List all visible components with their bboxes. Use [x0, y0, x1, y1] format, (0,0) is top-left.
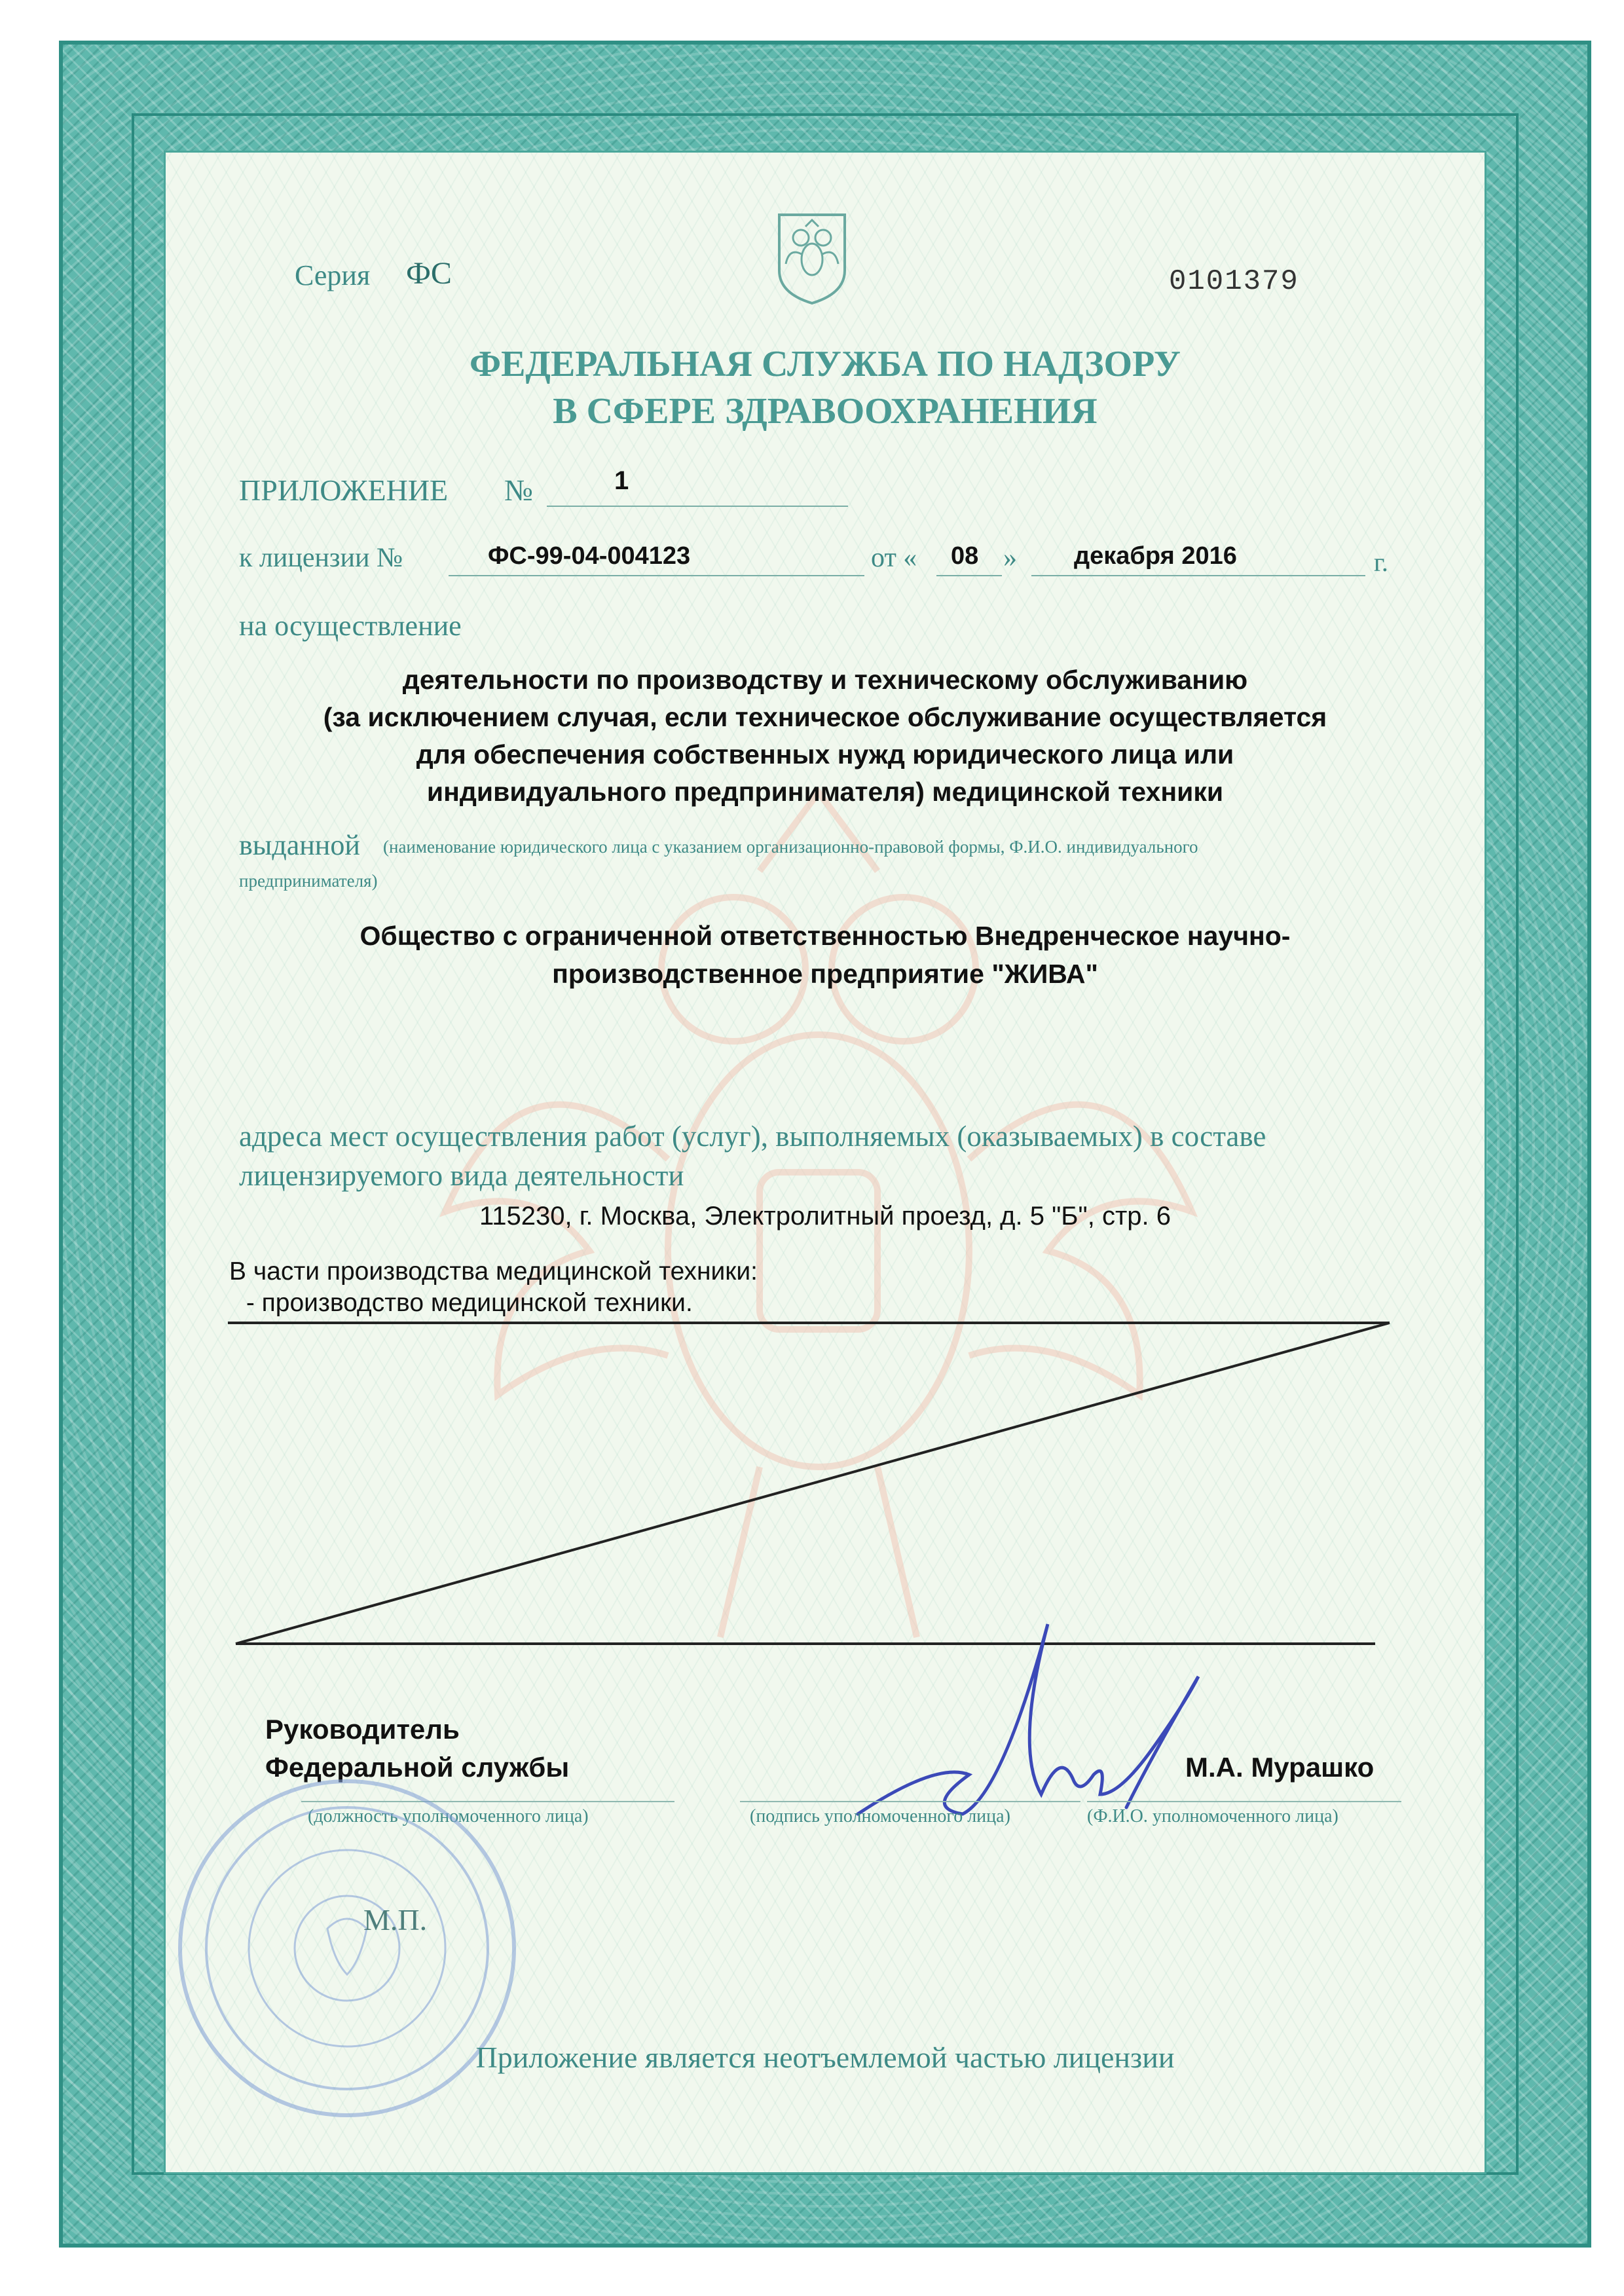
appendix-label: ПРИЛОЖЕНИЕ [239, 473, 449, 507]
title-line-2: В СФЕРЕ ЗДРАВООХРАНЕНИЯ [553, 391, 1098, 432]
caption-signature: (подпись уполномоченного лица) [750, 1806, 1010, 1826]
activity-line: индивидуального предпринимателя) медицинской техники [426, 777, 1224, 807]
caption-name: (Ф.И.О. уполномоченного лица) [1087, 1806, 1338, 1826]
license-number: ФС-99-04-004123 [488, 542, 691, 570]
addresses-label-line-1: адреса мест осуществления работ (услуг), выполняемых (оказываемых) в составе [239, 1120, 1266, 1153]
license-day-underline [936, 575, 1002, 576]
license-close-quote: » [1003, 543, 1017, 573]
license-year-suffix: г. [1374, 547, 1388, 577]
title-line-1: ФЕДЕРАЛЬНАЯ СЛУЖБА ПО НАДЗОРУ [469, 344, 1181, 384]
signatory-name: М.А. Мурашко [1185, 1752, 1375, 1783]
license-day: 08 [951, 542, 979, 570]
address-value: 115230, г. Москва, Электролитный проезд, д. 5 "Б", стр. 6 [479, 1202, 1172, 1231]
activity-line: (за исключением случая, если техническое обслуживание осуществляется [323, 702, 1327, 732]
signatory-position-line-1: Руководитель [265, 1714, 460, 1745]
stamp-label: М.П. [363, 1903, 428, 1936]
license-month-year: декабря 2016 [1074, 542, 1237, 570]
addresses-label-line-2: лицензируемого вида деятельности [239, 1159, 684, 1192]
organization-name-line-1: Общество с ограниченной ответственностью Внедренческое научно- [360, 921, 1291, 951]
activity-line: деятельности по производству и техническому обслуживанию [402, 665, 1248, 695]
name-signature-line [1087, 1801, 1401, 1802]
caption-position: (должность уполномоченного лица) [308, 1806, 589, 1826]
activity-label: на осуществление [239, 610, 462, 642]
license-date-underline [1031, 575, 1365, 576]
appendix-number-underline [547, 506, 848, 507]
license-label: к лицензии № [239, 543, 403, 573]
series-value: ФС [406, 256, 452, 291]
cancellation-z-mark [223, 1310, 1401, 1663]
license-from-label: от « [871, 543, 917, 573]
issued-hint-continued: предпринимателя) [239, 871, 378, 891]
appendix-no-sign: № [504, 473, 533, 507]
organization-name [236, 917, 1414, 993]
works-heading: В части производства медицинской техники: [229, 1257, 758, 1286]
form-number: 0101379 [1169, 265, 1299, 298]
works-item: - производство медицинской техники. [239, 1289, 693, 1317]
appendix-number: 1 [614, 466, 629, 495]
license-appendix-sheet [13, 0, 1611, 2296]
issued-label: выданной [239, 829, 360, 861]
license-number-underline [449, 575, 864, 576]
footer-note: Приложение является неотъемлемой частью лицензии [475, 2041, 1175, 2074]
page-title [275, 341, 1375, 435]
official-stamp [164, 1765, 530, 2132]
activity-line: для обеспечения собственных нужд юридического лица или [416, 739, 1234, 769]
coat-of-arms-icon [769, 208, 855, 306]
signature-line [740, 1801, 1080, 1802]
addresses-label [239, 1117, 1266, 1195]
activity-description [236, 661, 1414, 811]
organization-name-line-2: производственное предприятие "ЖИВА" [552, 959, 1098, 989]
signatory-position-line-2: Федеральной службы [265, 1752, 570, 1783]
series-label: Серия [295, 259, 371, 291]
issued-hint: (наименование юридического лица с указанием организационно-правовой формы, Ф.И.О. индивидуального [383, 837, 1198, 857]
